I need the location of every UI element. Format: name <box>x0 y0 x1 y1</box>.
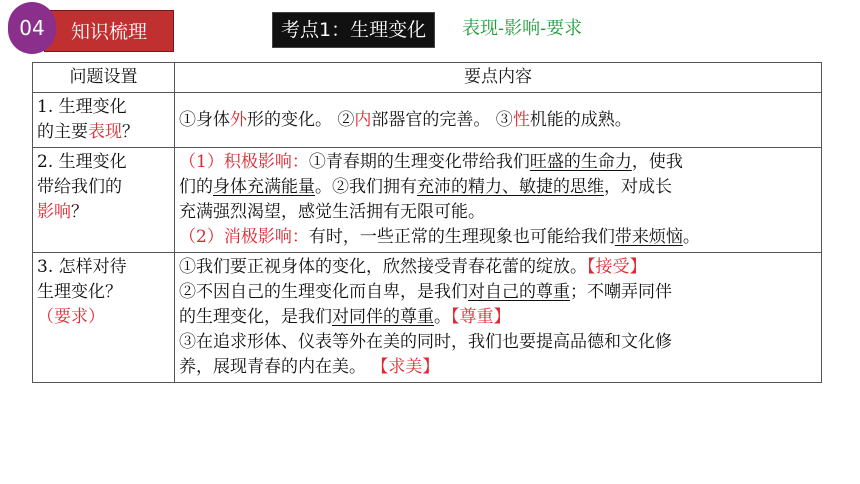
question-line: 带给我们的 <box>37 177 122 197</box>
content-text: 部器官的完善。 ③ <box>371 109 513 130</box>
positive-impact-label: （1）积极影响： <box>179 152 309 172</box>
content-text: ②不因自己的生理变化而自卑，是我们 <box>179 282 468 302</box>
content-line <box>179 225 817 250</box>
content-cell <box>175 148 822 253</box>
content-line <box>179 280 817 305</box>
knowledge-table <box>32 62 822 383</box>
column-header-content: 要点内容 <box>175 63 822 93</box>
topic-title: 考点1：生理变化 <box>272 12 435 48</box>
content-underlined: 身体充满能量 <box>213 177 315 197</box>
content-text: 。 <box>682 227 700 247</box>
table-row <box>33 148 822 253</box>
content-text: ①身体 <box>179 109 230 130</box>
question-line: 生理变化？ <box>37 282 122 302</box>
content-line <box>179 305 817 330</box>
content-underlined: 旺盛的生命力 <box>529 152 632 172</box>
content-keyword: 性 <box>512 109 530 130</box>
content-text: 机能的成熟。 <box>529 109 632 130</box>
question-cell <box>33 148 175 253</box>
content-line: 充满强烈渴望，感觉生活拥有无限可能。 <box>179 202 485 222</box>
content-line: ③在追求形体、仪表等外在美的同时，我们也要提高品德和文化修 <box>179 332 672 352</box>
question-line <box>37 120 170 145</box>
content-cell <box>175 253 822 383</box>
content-keyword: 内 <box>354 109 372 130</box>
question-line: 2. 生理变化 <box>37 152 127 172</box>
table-row <box>33 253 822 383</box>
section-label: 知识梳理 <box>44 10 174 52</box>
content-tag: 【接受】 <box>587 257 647 277</box>
question-keyword: 表现 <box>88 122 122 142</box>
question-keyword: 影响 <box>37 202 71 222</box>
content-text: 形的变化。 ② <box>247 109 355 130</box>
content-text: ；不嘲弄同伴 <box>570 282 672 302</box>
content-text: ①我们要正视身体的变化，欣然接受青春花蕾的绽放。 <box>179 257 587 277</box>
question-cell <box>33 253 175 383</box>
content-underlined: 对同伴的尊重 <box>332 307 434 327</box>
negative-impact-label: （2）消极影响： <box>179 227 309 247</box>
content-text: ①青春期的生理变化带给我们 <box>308 152 530 172</box>
question-keyword: （要求） <box>37 307 105 327</box>
content-tag: 【求美】 <box>371 357 440 377</box>
content-text: 。②我们拥有 <box>315 177 417 197</box>
topic-subtitle: 表现-影响-要求 <box>462 18 583 39</box>
content-text: 。 <box>434 307 451 327</box>
content-text: ，对成长 <box>604 177 672 197</box>
question-cell <box>33 93 175 148</box>
content-line <box>179 175 817 200</box>
content-line <box>179 150 817 175</box>
question-text: ？ <box>122 122 139 142</box>
content-text: ，使我 <box>631 152 683 172</box>
content-underlined: 带来烦恼 <box>614 227 683 247</box>
question-text: ？ <box>71 202 88 222</box>
content-underlined: 充沛的精力、敏捷的思维 <box>417 177 604 197</box>
content-keyword: 外 <box>230 109 247 130</box>
slide-header <box>0 0 860 60</box>
content-cell <box>175 93 822 148</box>
content-text: 们的 <box>179 177 213 197</box>
content-line <box>179 355 817 380</box>
table-header-row <box>33 63 822 93</box>
question-line: 1. 生理变化 <box>37 97 127 117</box>
content-text: 的生理变化，是我们 <box>179 307 332 327</box>
content-tag: 【尊重】 <box>451 307 511 327</box>
content-text: 养，展现青春的内在美。 <box>179 357 372 377</box>
table-row <box>33 93 822 148</box>
question-text: 的主要 <box>37 122 88 142</box>
section-number-badge: 04 <box>8 2 56 54</box>
content-text: 有时，一些正常的生理现象也可能给我们 <box>308 227 615 247</box>
column-header-question: 问题设置 <box>33 63 175 93</box>
content-line <box>179 255 817 280</box>
question-line <box>37 200 170 225</box>
question-line: 3. 怎样对待 <box>37 257 127 277</box>
content-underlined: 对自己的尊重 <box>468 282 570 302</box>
